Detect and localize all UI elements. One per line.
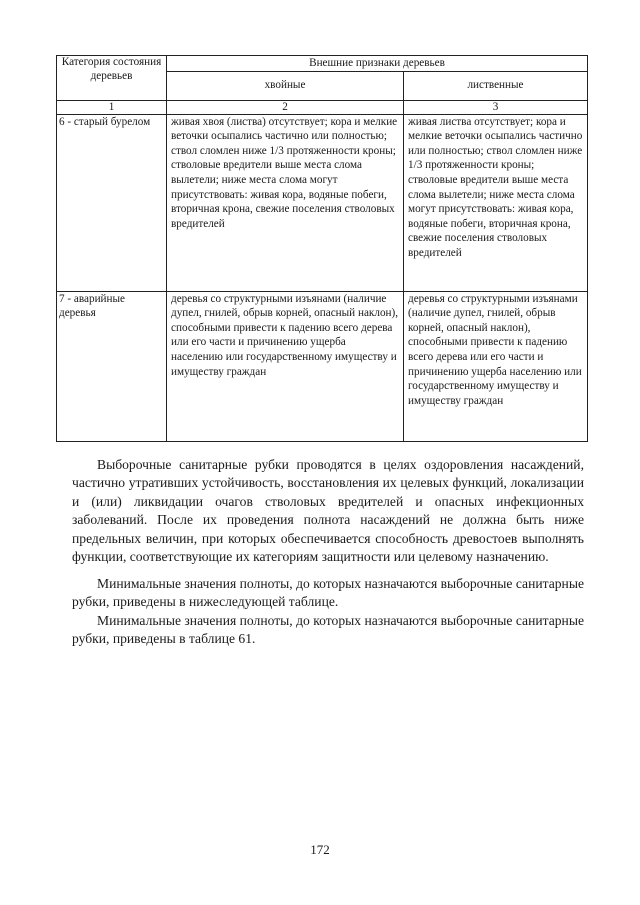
header-external-signs: Внешние признаки деревьев <box>167 56 588 72</box>
header-category: Категория состояния деревьев <box>57 56 167 101</box>
column-number-2: 2 <box>167 100 404 114</box>
row-7-coniferous: деревья со структурными изъянами (наличие дупел, гнилей, обрыв корней, опасный наклон), способными привести к падению всего дерева или его части и причинению ущерба населению или государственному имуществу и имуществу граждан <box>167 291 404 441</box>
column-number-1: 1 <box>57 100 167 114</box>
header-deciduous: лиственные <box>404 71 588 100</box>
paragraph-min-values-below: Минимальные значения полноты, до которых назначаются выборочные санитарные рубки, приведены в нижеследующей таблице. <box>72 576 584 610</box>
table-row <box>57 291 588 441</box>
column-number-3: 3 <box>404 100 588 114</box>
forest-condition-table <box>56 55 588 442</box>
table-row <box>57 114 588 291</box>
paragraph-sanitary-cuts: Выборочные санитарные рубки проводятся в целях оздоровления насаждений, частично утративших устойчивость, восстановления их целевых функций, локализации и (или) ликвидации очагов стволовых вредителей и опасных инфекционных заболеваний. После их проведения полнота насаждений не должна быть ниже предельных величин, при которых обеспечивается способность древостоев выполнять функции, соответствующие их категориям защитности или целевому назначению. <box>72 457 584 565</box>
paragraph-min-values-table61: Минимальные значения полноты, до которых назначаются выборочные санитарные рубки, приведены в таблице 61. <box>72 613 584 647</box>
header-coniferous: хвойные <box>167 71 404 100</box>
row-7-deciduous: деревья со структурными изъянами (наличие дупел, гнилей, обрыв корней, опасный наклон), способными привести к падению всего дерева или его части и причинению ущерба населению или государственному имуществу и имуществу граждан <box>404 291 588 441</box>
row-6-deciduous: живая листва отсутствует; кора и мелкие веточки осыпались частично или полностью; ствол сломлен ниже 1/3 протяженности кроны; стволовые вредители выше места слома вылетели; ниже места слома могут присутствовать: живая кора, водяные побеги, вторичная крона, свежие поселения стволовых вредителей <box>404 114 588 291</box>
row-category-7: 7 - аварийные деревья <box>57 291 167 441</box>
row-category-6: 6 - старый бурелом <box>57 114 167 291</box>
row-6-coniferous: живая хвоя (листва) отсутствует; кора и мелкие веточки осыпались частично или полностью; ствол сломлен ниже 1/3 протяженности кроны; стволовые вредители выше места слома вылетели; ниже места слома могут присутствовать: живая кора, водяные побеги, вторичная крона, свежие поселения стволовых вредителей <box>167 114 404 291</box>
page-number: 172 <box>310 842 330 857</box>
